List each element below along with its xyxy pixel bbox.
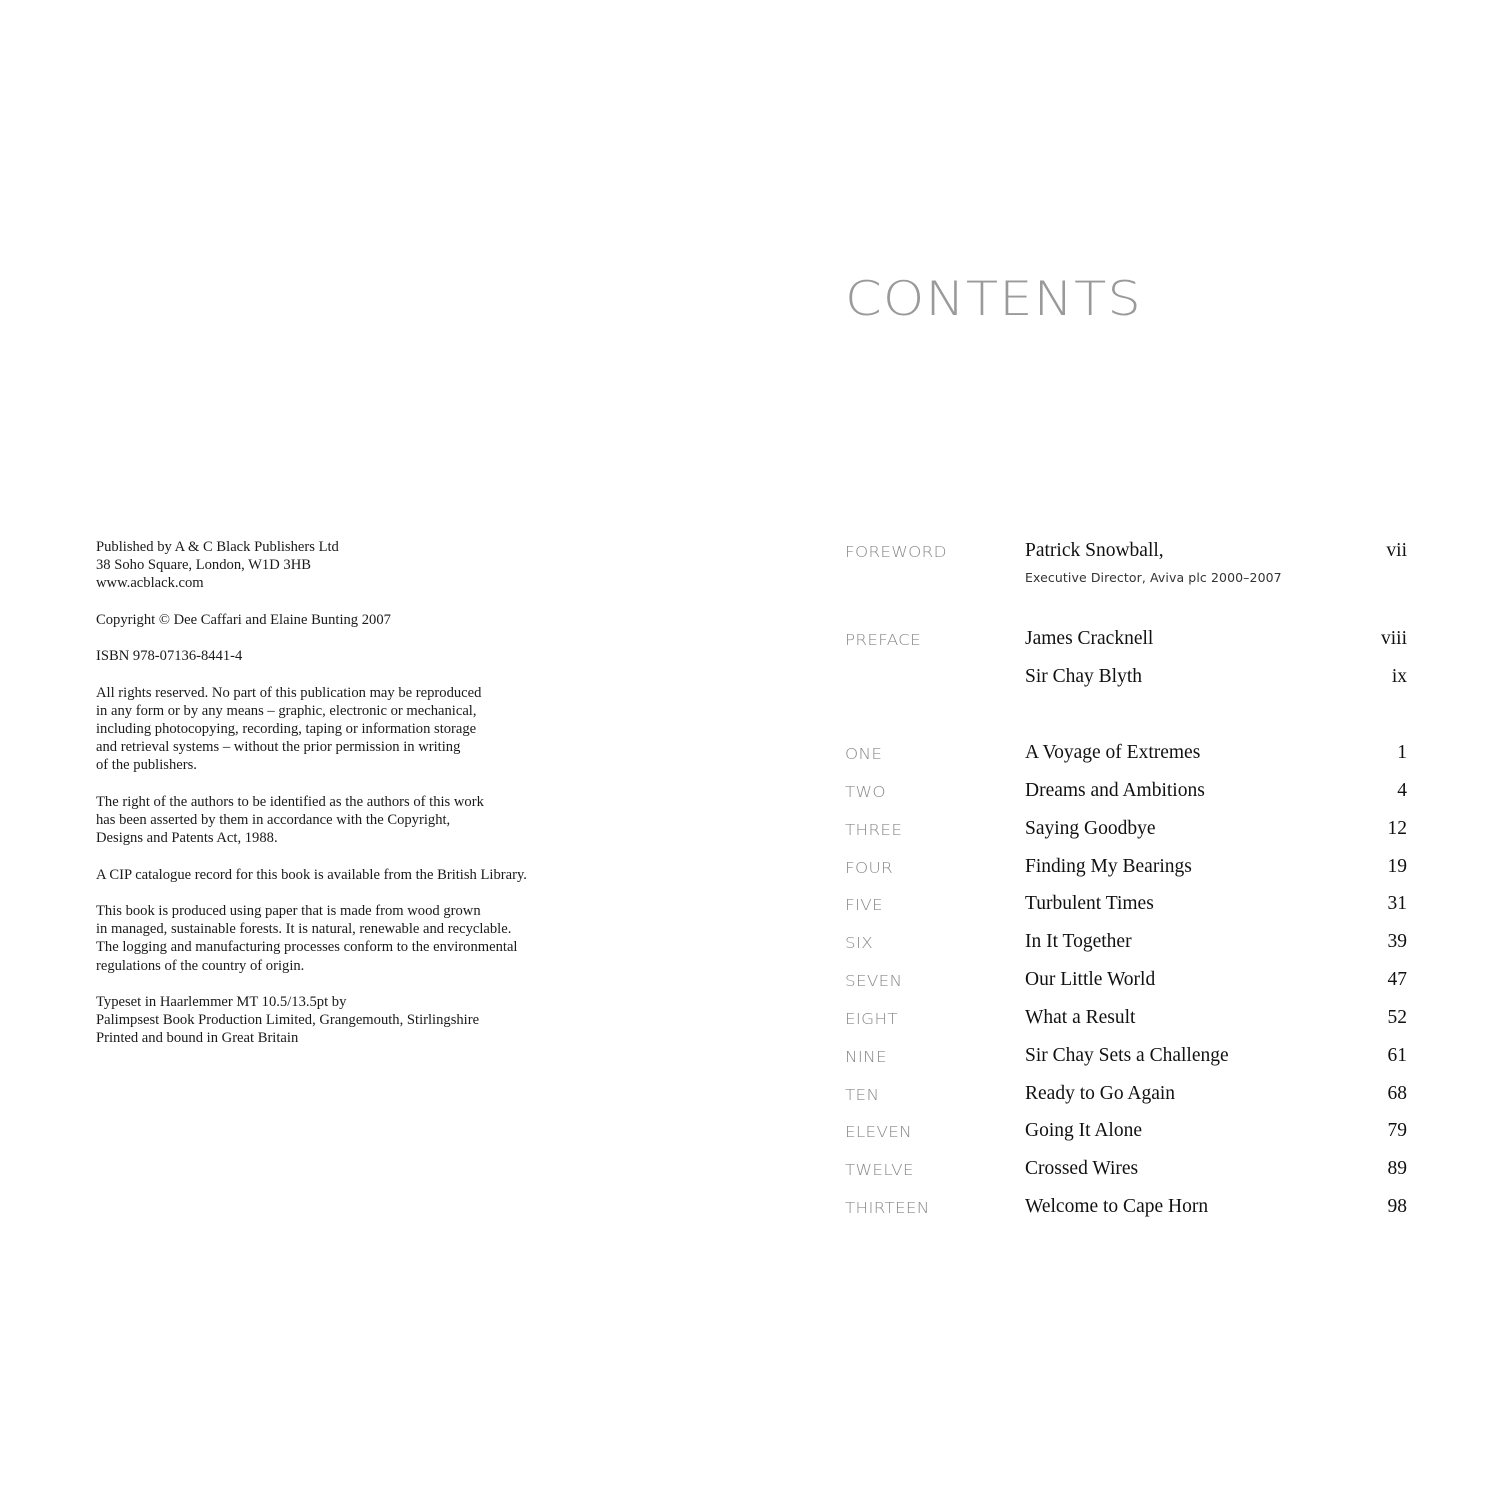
toc-page-number: 4 xyxy=(1397,780,1407,801)
toc-page-number: 1 xyxy=(1397,742,1407,763)
toc-entry[interactable] xyxy=(845,742,1407,766)
imprint-paragraph xyxy=(96,793,616,848)
toc-page-number: 89 xyxy=(1387,1158,1407,1179)
imprint-line: in managed, sustainable forests. It is natural, renewable and recyclable. xyxy=(96,921,512,938)
toc-chapter-label: TEN xyxy=(845,1086,880,1104)
toc-chapter-title: Crossed Wires xyxy=(1025,1158,1139,1179)
toc-entry[interactable] xyxy=(845,1158,1407,1182)
toc-entry[interactable] xyxy=(845,780,1407,804)
toc-page-number: viii xyxy=(1380,628,1407,649)
imprint-line: of the publishers. xyxy=(96,757,197,774)
imprint-line: Palimpsest Book Production Limited, Grangemouth, Stirlingshire xyxy=(96,1012,480,1029)
toc-entry[interactable] xyxy=(845,969,1407,993)
toc-chapter-title: Sir Chay Blyth xyxy=(1025,666,1143,687)
toc-chapter-title: Welcome to Cape Horn xyxy=(1025,1196,1209,1217)
imprint-line: A CIP catalogue record for this book is available from the British Library. xyxy=(96,866,527,883)
toc-chapter-title: What a Result xyxy=(1025,1007,1136,1028)
toc-page-number: 52 xyxy=(1387,1007,1407,1028)
toc-page-number: 79 xyxy=(1387,1120,1407,1141)
imprint-line: ISBN 978-07136-8441-4 xyxy=(96,648,243,665)
toc-chapter-label: FOUR xyxy=(845,859,893,877)
imprint-line: www.acblack.com xyxy=(96,575,204,592)
imprint-line: Printed and bound in Great Britain xyxy=(96,1030,299,1047)
toc-chapter-label: FOREWORD xyxy=(845,543,947,561)
imprint-paragraph xyxy=(96,611,616,629)
imprint-line: Typeset in Haarlemmer MT 10.5/13.5pt by xyxy=(96,993,347,1010)
toc-chapter-label: NINE xyxy=(845,1048,887,1066)
imprint-line: This book is produced using paper that is made from wood grown xyxy=(96,902,481,919)
toc-entry[interactable] xyxy=(845,628,1407,652)
toc-page-number: 39 xyxy=(1387,931,1407,952)
toc-chapter-title: Dreams and Ambitions xyxy=(1025,780,1205,801)
toc-page-number: ix xyxy=(1391,666,1407,687)
toc-chapter-label: FIVE xyxy=(845,896,883,914)
imprint-paragraph xyxy=(96,866,616,884)
toc-chapter-label: TWELVE xyxy=(845,1161,914,1179)
imprint-paragraph xyxy=(96,538,616,593)
imprint-line: has been asserted by them in accordance with the Copyright, xyxy=(96,811,451,828)
toc-chapter-title: Sir Chay Sets a Challenge xyxy=(1025,1045,1229,1066)
toc-chapter-label: THREE xyxy=(845,821,903,839)
toc-chapter-label: ELEVEN xyxy=(845,1123,912,1141)
toc-page-number: 19 xyxy=(1387,856,1407,877)
toc-page-number: 47 xyxy=(1387,969,1407,990)
toc-page-number: 68 xyxy=(1387,1083,1407,1104)
imprint-paragraph xyxy=(96,647,616,665)
toc-chapter-title: Patrick Snowball, xyxy=(1025,540,1164,561)
toc-chapter-label: TWO xyxy=(845,783,886,801)
toc-chapter-title: Going It Alone xyxy=(1025,1120,1142,1141)
toc-chapter-subtitle: Executive Director, Aviva plc 2000–2007 xyxy=(1025,570,1282,585)
toc-entry[interactable] xyxy=(845,893,1407,917)
toc-chapter-label: EIGHT xyxy=(845,1010,898,1028)
toc-chapter-label: THIRTEEN xyxy=(845,1199,930,1217)
toc-chapter-title: Finding My Bearings xyxy=(1025,856,1192,877)
toc-page-number: 12 xyxy=(1387,818,1407,839)
toc-chapter-title: Ready to Go Again xyxy=(1025,1083,1176,1104)
imprint-line: The logging and manufacturing processes conform to the environmental xyxy=(96,939,518,956)
toc-entry[interactable] xyxy=(845,856,1407,880)
toc-page-number: 31 xyxy=(1387,893,1407,914)
toc-entry[interactable] xyxy=(845,1120,1407,1144)
toc-page-number: 98 xyxy=(1387,1196,1407,1217)
imprint-paragraph xyxy=(96,684,616,775)
toc-chapter-title: Turbulent Times xyxy=(1025,893,1154,914)
toc-entry[interactable] xyxy=(845,1083,1407,1107)
imprint-page xyxy=(96,538,616,1066)
imprint-line: in any form or by any means – graphic, electronic or mechanical, xyxy=(96,702,477,719)
toc-chapter-title: A Voyage of Extremes xyxy=(1025,742,1201,763)
imprint-line: 38 Soho Square, London, W1D 3HB xyxy=(96,557,311,574)
toc-entry[interactable] xyxy=(845,931,1407,955)
toc-entry[interactable] xyxy=(845,666,1407,690)
toc-entry[interactable] xyxy=(845,818,1407,842)
toc-entry[interactable] xyxy=(845,1007,1407,1031)
imprint-line: Copyright © Dee Caffari and Elaine Bunting 2007 xyxy=(96,611,391,628)
imprint-paragraph xyxy=(96,902,616,975)
toc-chapter-label: PREFACE xyxy=(845,631,922,649)
contents-heading: CONTENTS xyxy=(845,272,1142,327)
imprint-line: Published by A & C Black Publishers Ltd xyxy=(96,539,339,555)
imprint-line: The right of the authors to be identified as the authors of this work xyxy=(96,793,484,810)
toc-entry[interactable] xyxy=(845,1196,1407,1220)
imprint-paragraph xyxy=(96,993,616,1048)
toc-entry[interactable] xyxy=(845,1045,1407,1069)
imprint-line: and retrieval systems – without the prior permission in writing xyxy=(96,739,461,756)
toc-chapter-title: In It Together xyxy=(1025,931,1132,952)
toc-chapter-label: SIX xyxy=(845,934,874,952)
imprint-line: Designs and Patents Act, 1988. xyxy=(96,830,278,847)
toc-chapter-title: James Cracknell xyxy=(1025,628,1154,649)
toc-page-number: 61 xyxy=(1387,1045,1407,1066)
toc-chapter-title: Our Little World xyxy=(1025,969,1156,990)
toc-entry[interactable] xyxy=(845,540,1407,585)
toc-chapter-label: ONE xyxy=(845,745,883,763)
imprint-line: including photocopying, recording, taping or information storage xyxy=(96,720,477,737)
imprint-line: regulations of the country of origin. xyxy=(96,957,305,974)
toc-page-number: vii xyxy=(1386,540,1407,561)
toc-chapter-label: SEVEN xyxy=(845,972,903,990)
toc-chapter-title: Saying Goodbye xyxy=(1025,818,1156,839)
imprint-line: All rights reserved. No part of this publication may be reproduced xyxy=(96,684,482,701)
